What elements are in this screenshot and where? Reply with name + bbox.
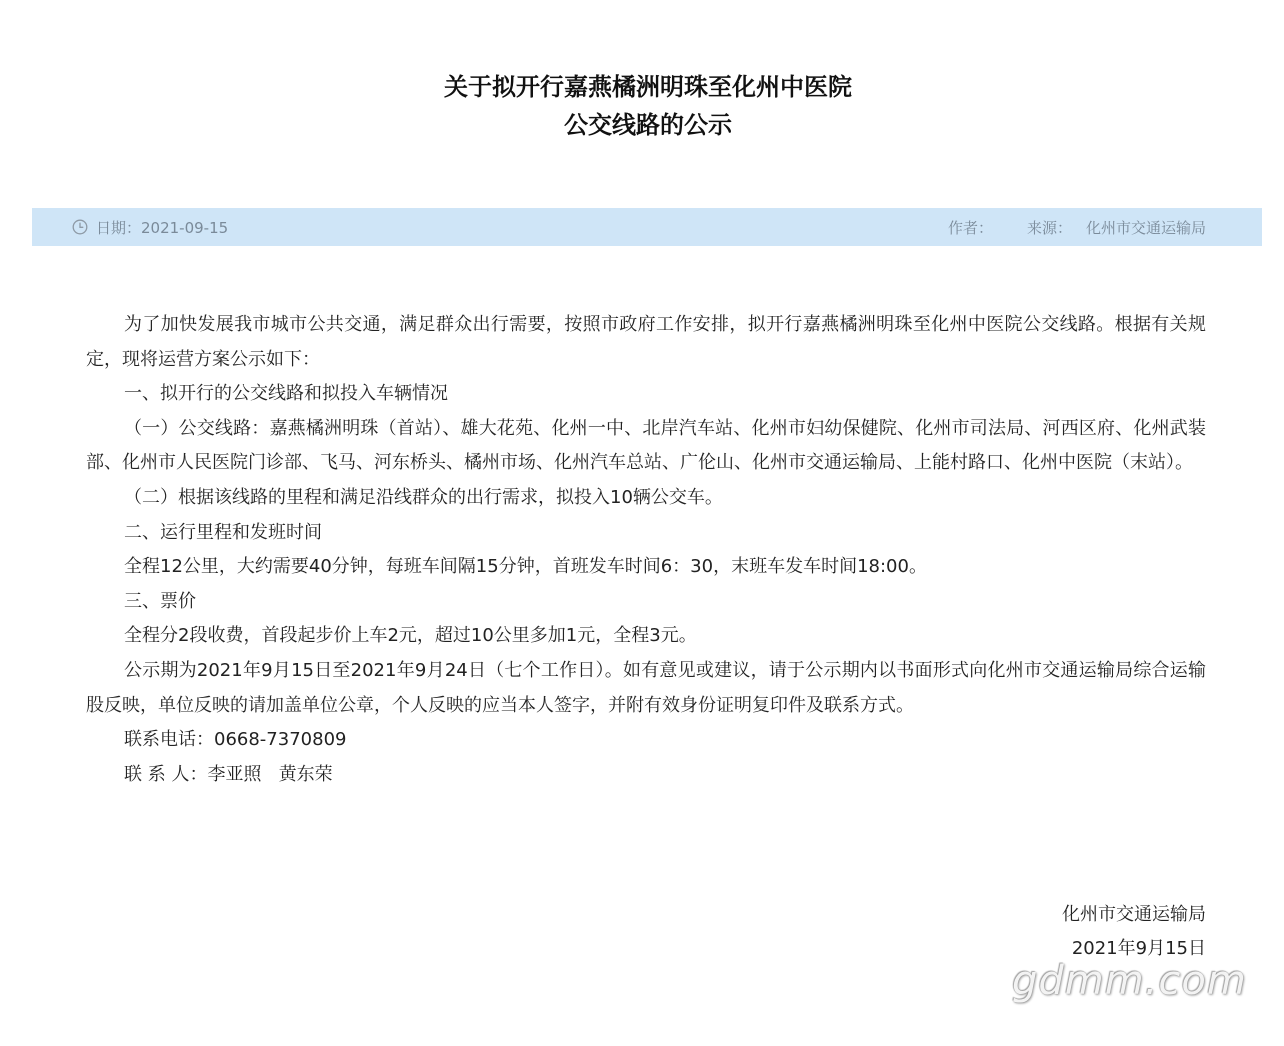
body-paragraph: 公示期为2021年9月15日至2021年9月24日（七个工作日）。如有意见或建议，请于公示期内以书面形式向化州市交通运输局综合运输股反映，单位反映的请加盖单位公章，个人反映的应当本人签字，并附有效身份证明复印件及联系方式。: [86, 659, 1206, 716]
site-watermark: gdmm.com: [1012, 958, 1247, 1004]
signature-date: 2021年9月15日: [1071, 938, 1206, 959]
article-title-line2: 公交线路的公示: [564, 111, 732, 139]
article-body: [86, 308, 1206, 792]
body-paragraph: 二、运行里程和发班时间: [124, 521, 322, 543]
body-paragraph: 全程分2段收费，首段起步价上车2元，超过10公里多加1元，全程3元。: [124, 625, 697, 647]
body-paragraph: 联系电话：0668-7370809: [124, 729, 347, 751]
article-title-line1: 关于拟开行嘉燕橘洲明珠至化州中医院: [444, 73, 852, 101]
body-paragraph: 一、拟开行的公交线路和拟投入车辆情况: [124, 383, 448, 405]
body-paragraph: （一）公交线路：嘉燕橘洲明珠（首站）、雄大花苑、化州一中、北岸汽车站、化州市妇幼保健院、化州市司法局、河西区府、化州武装部、化州市人民医院门诊部、飞马、河东桥头、橘州市场、化州汽车总站、广伦山、化州市交通运输局、上能村路口、化州中医院（末站）。: [86, 417, 1206, 474]
body-paragraph: 三、票价: [124, 590, 196, 612]
body-paragraph: 全程12公里，大约需要40分钟，每班车间隔15分钟，首班发车时间6：30，末班车发车时间18:00。: [124, 556, 927, 578]
source-label: 来源：: [1026, 218, 1072, 237]
author-label: 作者：: [947, 218, 993, 237]
article-meta-info: [948, 208, 1206, 246]
publish-date-text: 日期：2021-09-15: [96, 218, 229, 237]
body-paragraph: （二）根据该线路的里程和满足沿线群众的出行需求，拟投入10辆公交车。: [124, 486, 723, 508]
signature-organization: 化州市交通运输局: [1062, 904, 1206, 925]
body-paragraph: 为了加快发展我市城市公共交通，满足群众出行需要，按照市政府工作安排，拟开行嘉燕橘洲明珠至化州中医院公交线路。根据有关规定，现将运营方案公示如下：: [86, 314, 1206, 370]
body-paragraph: 联 系 人：李亚照 黄东荣: [124, 763, 333, 785]
publish-date: [72, 208, 228, 246]
clock-icon: [72, 219, 88, 235]
source-value: 化州市交通运输局: [1085, 218, 1206, 237]
article-meta-bar: [32, 208, 1262, 246]
